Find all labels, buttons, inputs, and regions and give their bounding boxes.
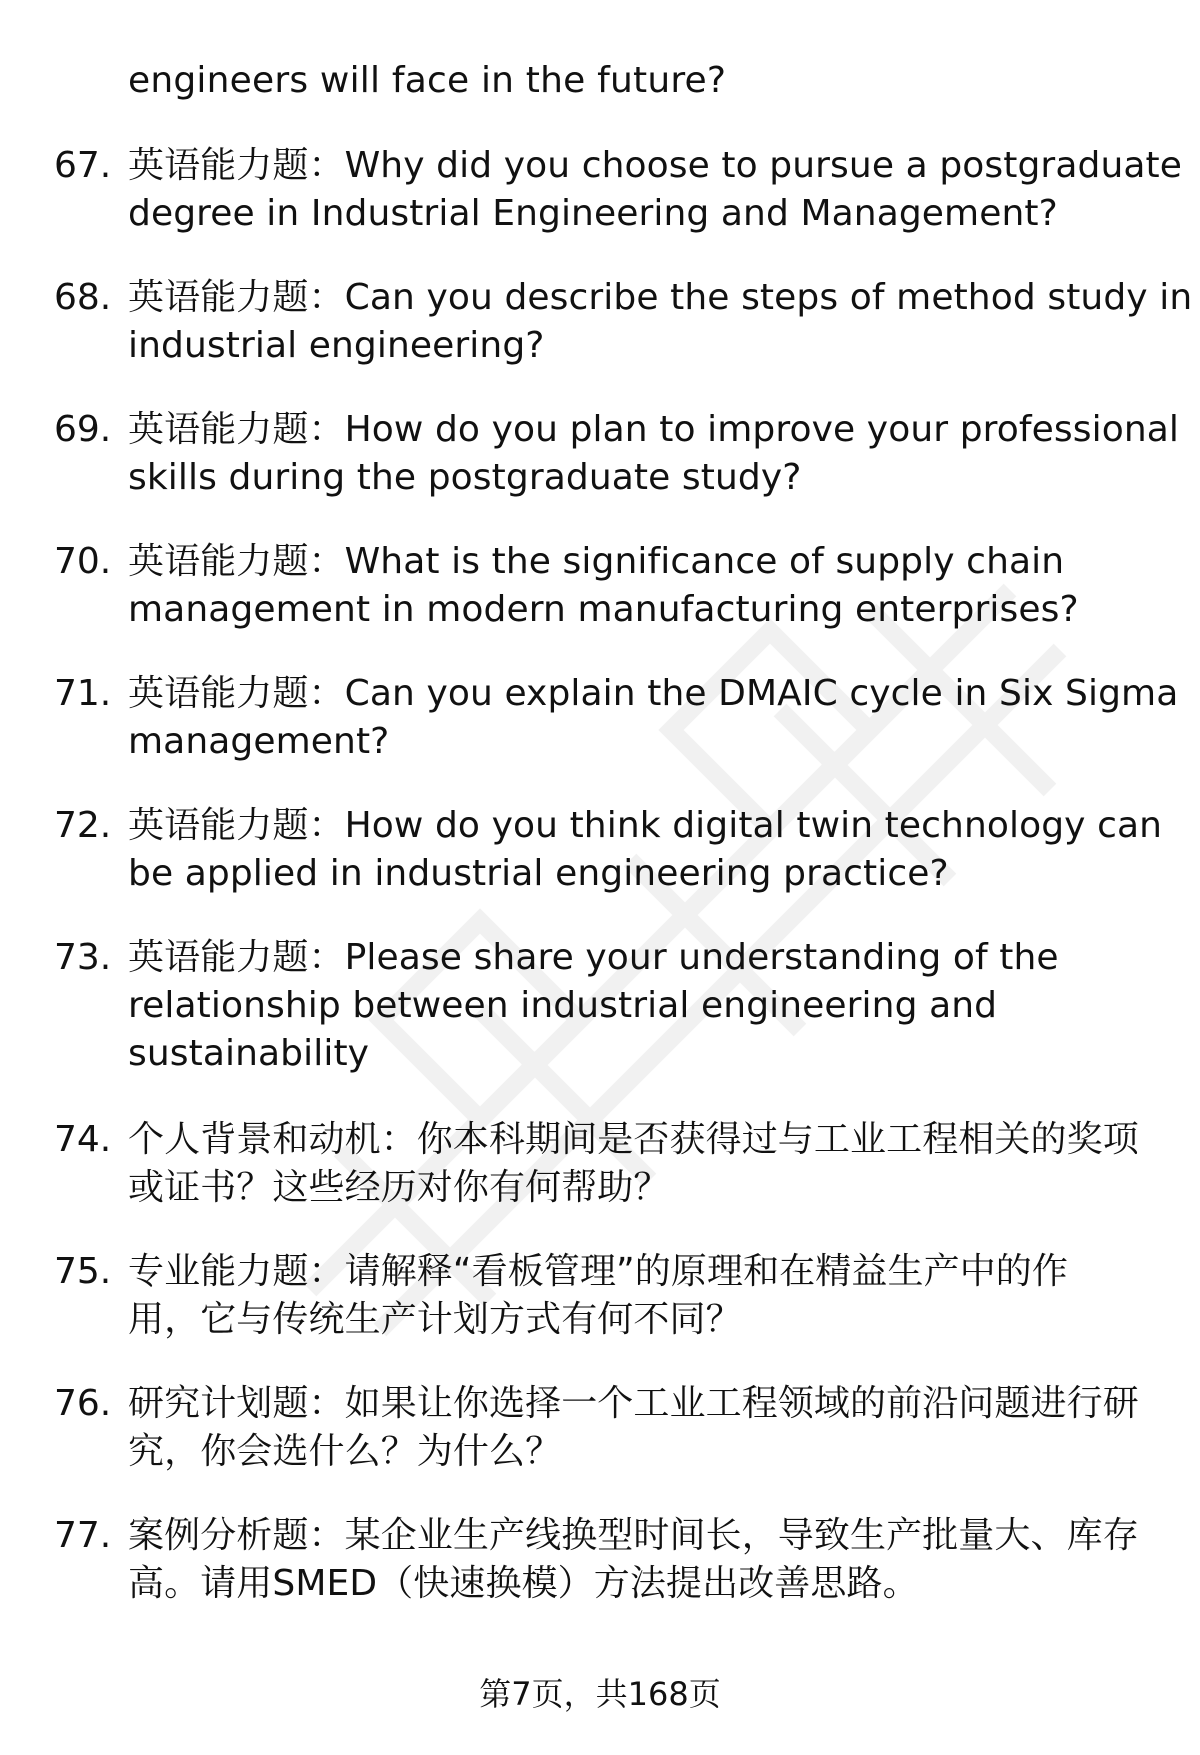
- question-line: management in modern manufacturing enterprises?: [128, 589, 1079, 630]
- question-text: [128, 142, 1182, 238]
- question-line: 研究计划题：如果让你选择一个工业工程领域的前沿问题进行研: [128, 1383, 1139, 1424]
- question-line: 英语能力题：Why did you choose to pursue a postgraduate: [128, 145, 1182, 186]
- question-number: 69.: [54, 409, 112, 450]
- question-item: [0, 274, 1200, 406]
- question-number: 77.: [54, 1515, 112, 1556]
- question-line: 或证书？这些经历对你有何帮助？: [128, 1167, 670, 1208]
- question-number: 74.: [54, 1119, 112, 1160]
- question-text: [128, 934, 1158, 1078]
- question-number: 73.: [54, 937, 112, 978]
- question-text: [128, 1248, 1158, 1344]
- question-number: 72.: [54, 805, 112, 846]
- question-text: [128, 406, 1180, 502]
- question-item: [0, 1116, 1200, 1248]
- question-number: 71.: [54, 673, 112, 714]
- question-number: 76.: [54, 1383, 112, 1424]
- question-text: [128, 274, 1193, 370]
- carry-over-line: engineers will face in the future?: [128, 60, 727, 101]
- question-number: 70.: [54, 541, 112, 582]
- question-item: [0, 934, 1200, 1116]
- question-text: [128, 1512, 1158, 1608]
- question-line: relationship between industrial engineering and: [128, 985, 998, 1026]
- question-line: 案例分析题：某企业生产线换型时间长，导致生产批量大、库存: [128, 1515, 1139, 1556]
- question-line: management?: [128, 721, 390, 762]
- question-line: 英语能力题：How do you plan to improve your professional: [128, 409, 1180, 450]
- question-line: 英语能力题：Can you describe the steps of method study in: [128, 277, 1193, 318]
- question-line: 用，它与传统生产计划方式有何不同？: [128, 1299, 742, 1340]
- question-line: 英语能力题：How do you think digital twin technology can: [128, 805, 1163, 846]
- question-item: [0, 1248, 1200, 1380]
- question-line: degree in Industrial Engineering and Management?: [128, 193, 1058, 234]
- question-line: 英语能力题：Can you explain the DMAIC cycle in Six Sigma: [128, 673, 1179, 714]
- question-item: [0, 142, 1200, 274]
- question-text: [128, 1116, 1158, 1212]
- question-line: industrial engineering?: [128, 325, 545, 366]
- question-line: 英语能力题：Please share your understanding of the: [128, 937, 1059, 978]
- question-line: sustainability: [128, 1033, 370, 1074]
- question-list: [0, 142, 1200, 1644]
- question-item: [0, 538, 1200, 670]
- question-line: 个人背景和动机：你本科期间是否获得过与工业工程相关的奖项: [128, 1119, 1139, 1160]
- question-line: skills during the postgraduate study?: [128, 457, 802, 498]
- page-footer: 第7页，共168页: [479, 1675, 721, 1713]
- question-text: [128, 1380, 1158, 1476]
- question-line: be applied in industrial engineering practice?: [128, 853, 949, 894]
- question-line: 高。请用SMED（快速换模）方法提出改善思路。: [128, 1563, 919, 1604]
- question-text: [128, 670, 1179, 766]
- question-item: [0, 1512, 1200, 1644]
- question-line: 英语能力题：What is the significance of supply chain: [128, 541, 1065, 582]
- question-text: [128, 538, 1158, 634]
- question-item: [0, 1380, 1200, 1512]
- question-item: [0, 670, 1200, 802]
- question-item: [0, 802, 1200, 934]
- question-number: 67.: [54, 145, 112, 186]
- question-item: [0, 406, 1200, 538]
- question-line: 究，你会选什么？为什么？: [128, 1431, 562, 1472]
- question-number: 75.: [54, 1251, 112, 1292]
- question-text: [128, 802, 1163, 898]
- question-line: 专业能力题：请解释“看板管理”的原理和在精益生产中的作: [128, 1251, 1069, 1292]
- question-number: 68.: [54, 277, 112, 318]
